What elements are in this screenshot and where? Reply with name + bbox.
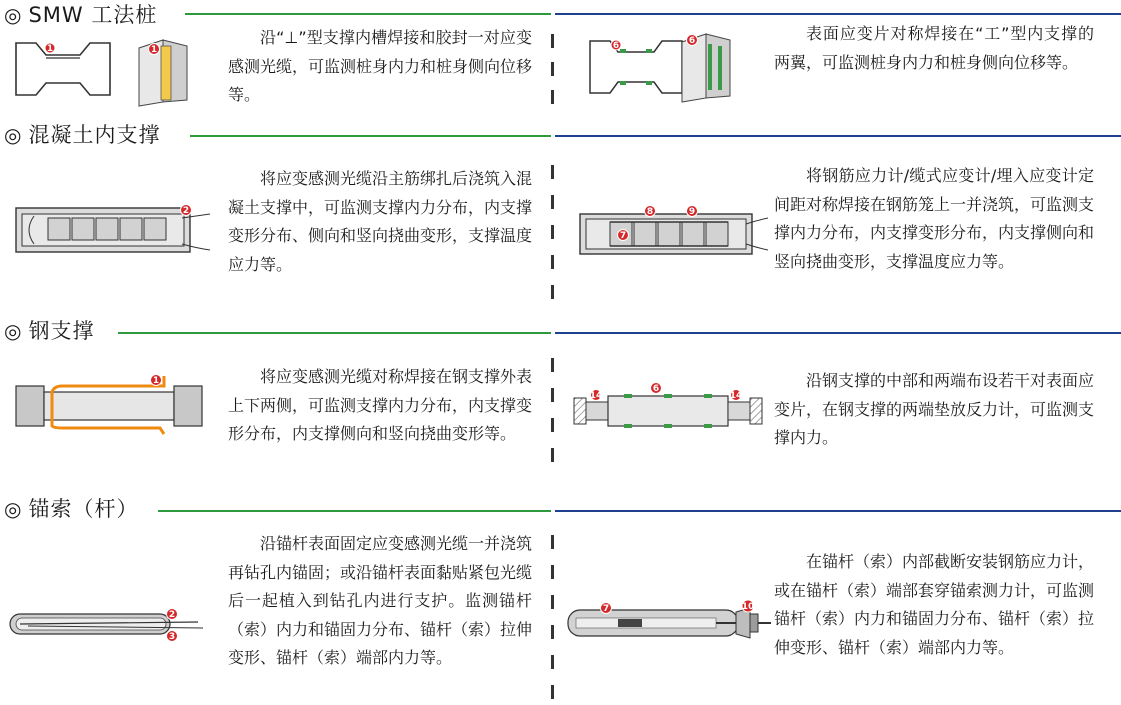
svg-text:6: 6 <box>612 41 620 51</box>
svg-text:14: 14 <box>589 391 603 401</box>
smw-pile-3d-icon <box>137 38 193 106</box>
paragraph-smw-right: 表面应变片对称焊接在“工”型内支撑的两翼，可监测桩身内力和桩身侧向位移等。 <box>774 24 1094 72</box>
section-rule-left <box>118 332 551 334</box>
svg-text:7: 7 <box>619 231 627 241</box>
svg-text:10: 10 <box>741 602 755 612</box>
section-rule-right <box>555 135 1121 137</box>
concrete-strut-gauge-icon <box>578 202 770 264</box>
svg-text:3: 3 <box>168 632 176 642</box>
paragraph-steel-right: 沿钢支撑的中部和两端布设若干对表面应变片，在钢支撑的两端垫放反力计，可监测支撑内力。 <box>774 371 1095 447</box>
double-circle-icon: ◎ <box>4 497 23 521</box>
svg-text:2: 2 <box>168 610 176 620</box>
svg-text:1: 1 <box>152 376 160 386</box>
section-rule-right <box>555 510 1121 512</box>
section-title-smw: ◎ SMW 工法桩 <box>4 3 158 27</box>
section-rule-right <box>555 332 1121 334</box>
anchor-rod-cable-icon <box>8 604 218 644</box>
svg-text:1: 1 <box>150 45 158 55</box>
svg-text:6: 6 <box>688 36 696 46</box>
svg-text:7: 7 <box>602 604 610 614</box>
svg-text:8: 8 <box>646 207 654 217</box>
paragraph-concrete-right: 将钢筋应力计/缆式应变计/埋入应变计定间距对称焊接在钢筋笼上一并浇筑，可监测支撑内力分布，内支撑变形分布，内支撑侧向和竖向挠曲变形，支撑温度应力等。 <box>774 166 1095 271</box>
concrete-strut-cable-icon <box>14 202 214 262</box>
svg-text:6: 6 <box>652 384 660 394</box>
section-title-concrete: ◎ 混凝土内支撑 <box>4 123 161 147</box>
section-rule-left <box>158 510 551 512</box>
paragraph-smw-left: 沿“⊥”型支撑内槽焊接和胶封一对应变感测光缆，可监测桩身内力和桩身侧向位移等。 <box>228 28 533 104</box>
section-title-steel: ◎ 钢支撑 <box>4 319 95 343</box>
section-rule-right <box>555 13 1121 15</box>
anchor-rod-gauge-icon <box>566 598 776 648</box>
paragraph-steel-left: 将应变感测光缆对称焊接在钢支撑外表上下两侧，可监测支撑内力分布，内支撑变形分布，内支撑侧向和竖向挠曲变形等。 <box>228 367 533 443</box>
double-circle-icon: ◎ <box>4 319 23 343</box>
section-rule-left <box>185 13 551 15</box>
section-rule-left <box>190 135 551 137</box>
svg-text:14: 14 <box>729 391 743 401</box>
i-beam-section-icon <box>14 38 112 100</box>
svg-text:9: 9 <box>688 207 696 217</box>
section-title-anchor: ◎ 锚索（杆） <box>4 497 139 521</box>
steel-strut-cable-icon <box>14 368 204 444</box>
double-circle-icon: ◎ <box>4 123 23 147</box>
i-beam-gauge-section-icon <box>588 38 684 96</box>
svg-text:1: 1 <box>46 44 54 54</box>
paragraph-anchor-right: 在锚杆（索）内部截断安装钢筋应力计，或在锚杆（索）端部套穿锚索测力计，可监测锚杆（索）内力和锚固力分布、锚杆（索）拉伸变形、锚杆（索）端部内力等。 <box>774 552 1095 657</box>
paragraph-concrete-left: 将应变感测光缆沿主筋绑扎后浇筑入混凝土支撑中，可监测支撑内力分布，内支撑变形分布、侧向和竖向挠曲变形，支撑温度应力等。 <box>228 169 533 274</box>
svg-text:2: 2 <box>182 206 190 216</box>
double-circle-icon: ◎ <box>4 3 23 27</box>
paragraph-anchor-left: 沿锚杆表面固定应变感测光缆一并浇筑再钻孔内锚固；或沿锚杆表面黏贴紧包光缆后一起植入到钻孔内进行支护。监测锚杆（索）内力和锚固力分布、锚杆（索）拉伸变形、锚杆（索）端部内力等。 <box>228 534 533 667</box>
smw-pile-gauge-3d-icon <box>680 32 736 104</box>
steel-strut-gauge-icon <box>572 380 762 432</box>
